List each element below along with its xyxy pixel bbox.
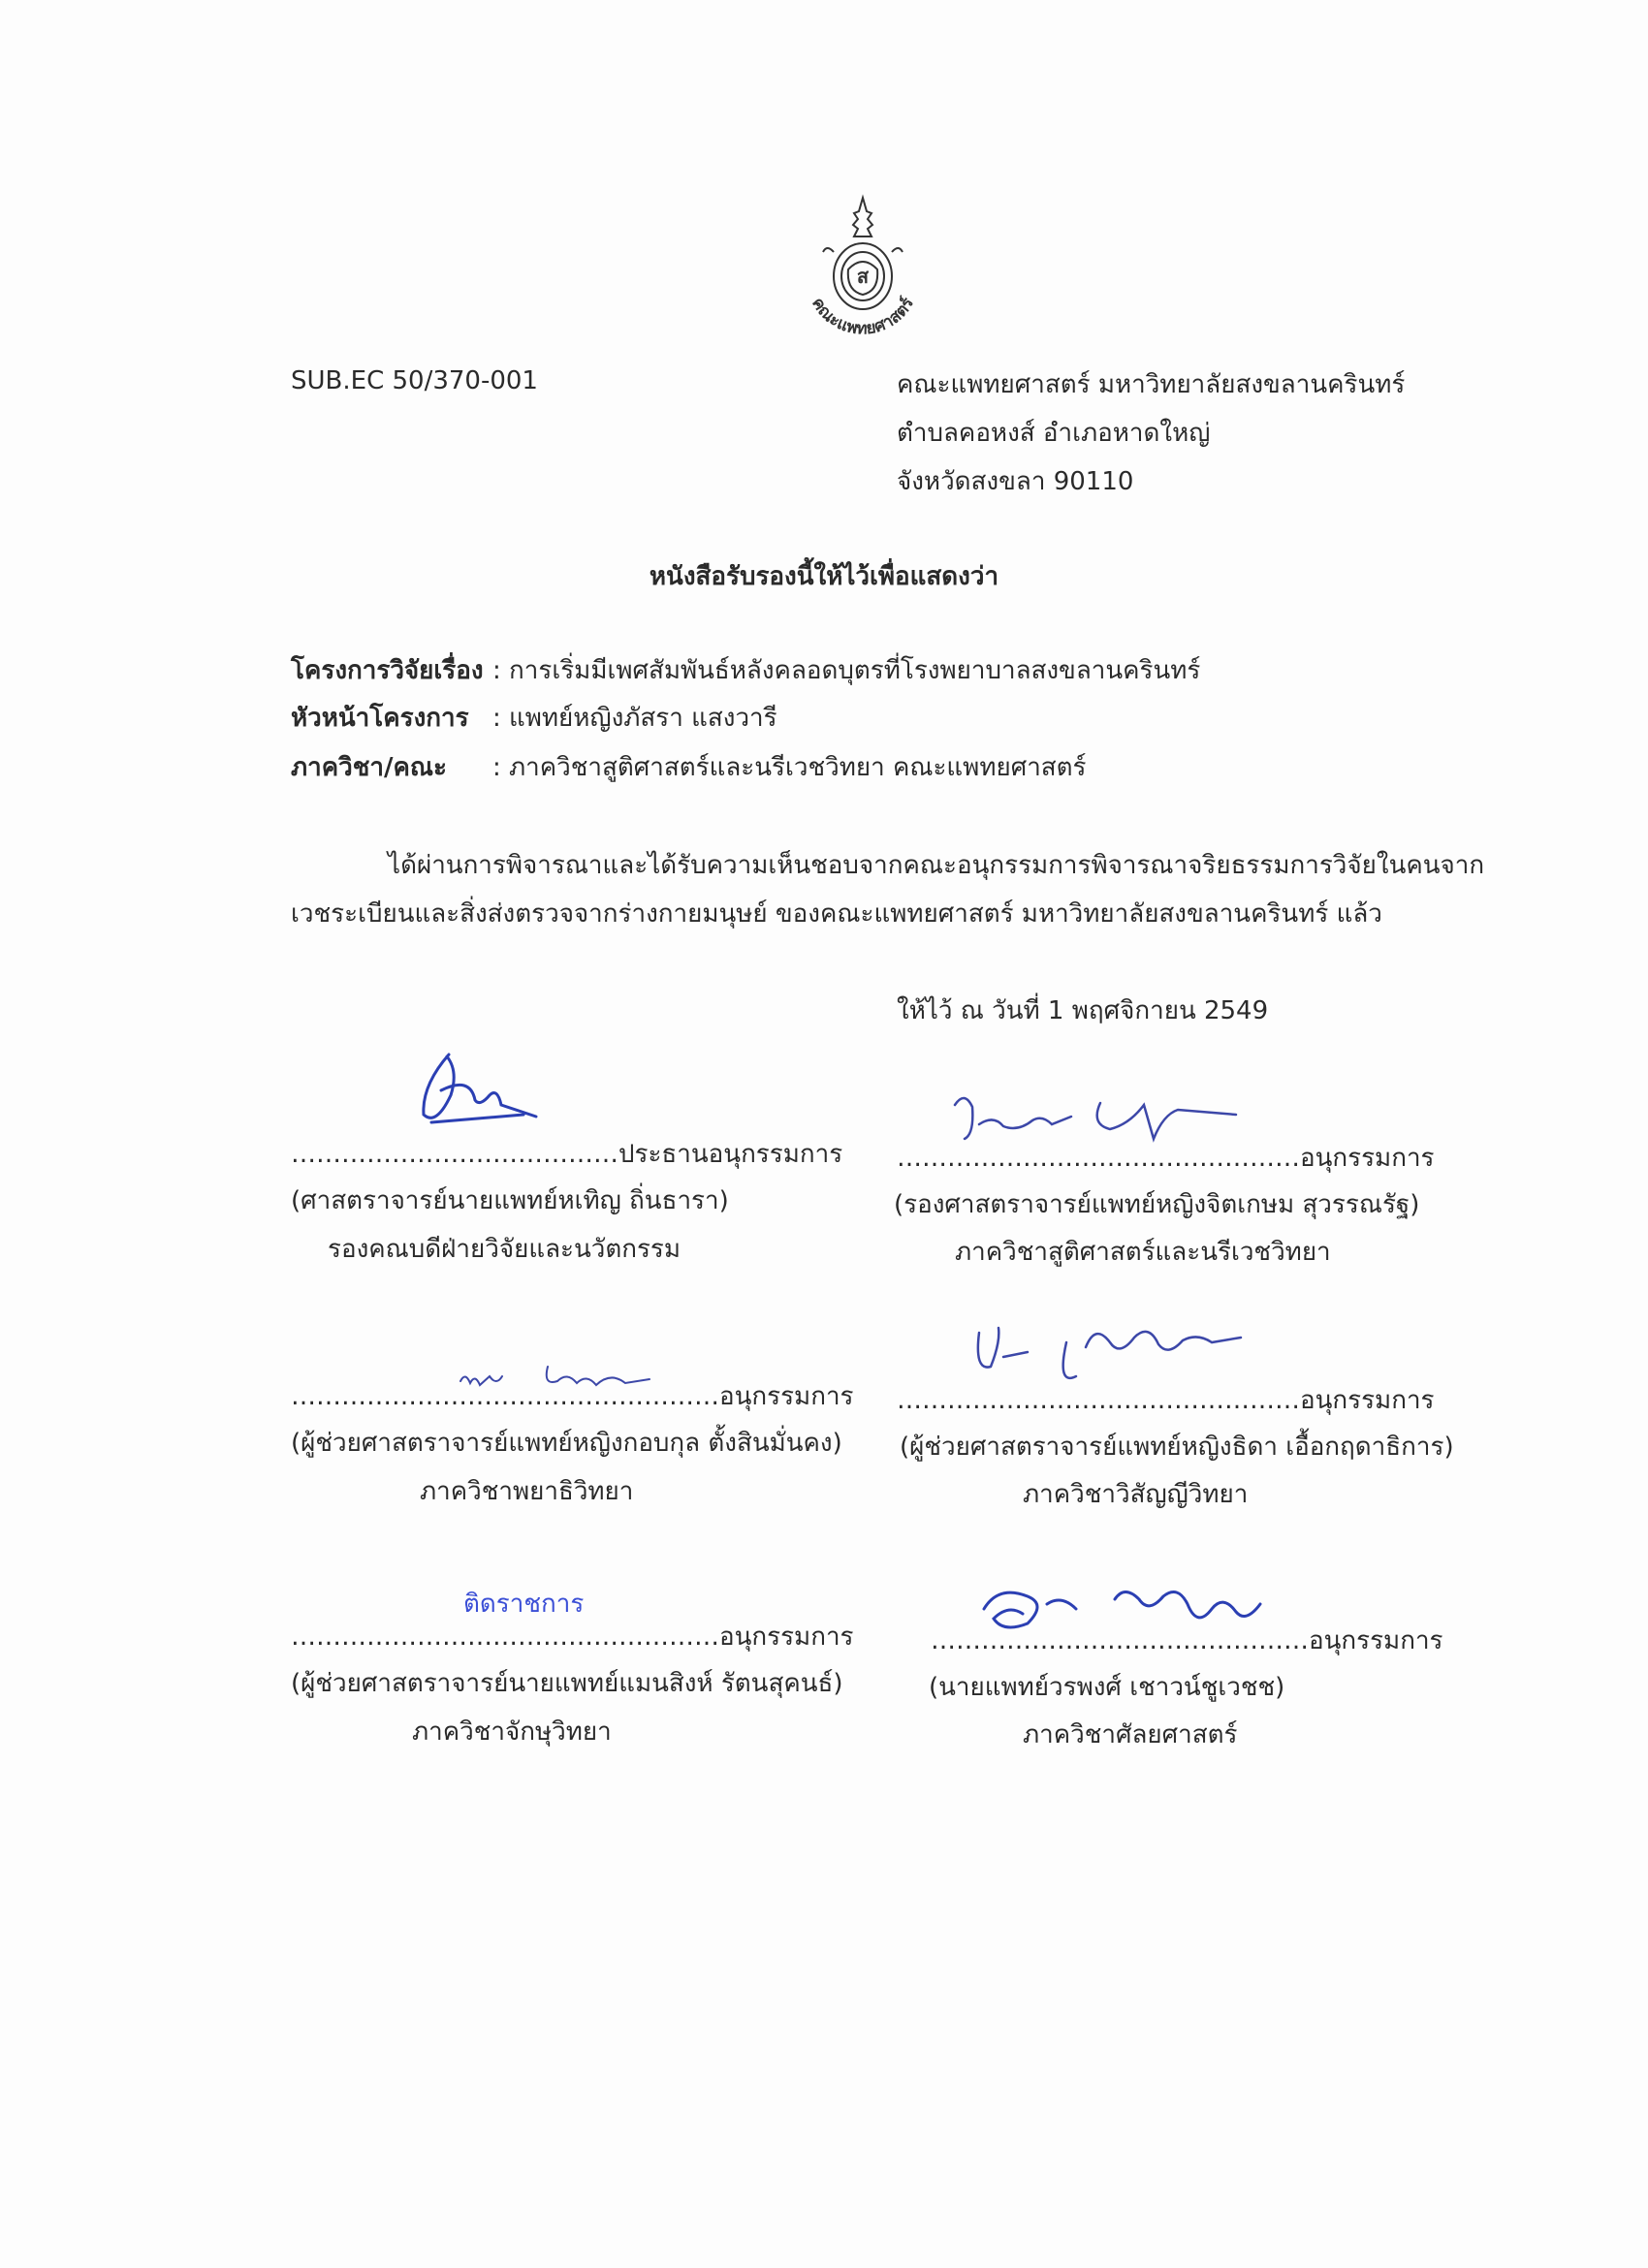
signatory-3-name: (ผู้ช่วยศาสตราจารย์แพทย์หญิงกอบกุล ตั้งสินมั่นคง): [291, 1429, 842, 1458]
signature-member-3: [969, 1313, 1260, 1391]
signatory-4-line: …………………………………………อนุกรรมการ: [897, 1386, 1435, 1415]
signatory-2-role: อนุกรรมการ: [1300, 1144, 1435, 1173]
certificate-title: หนังสือรับรองนี้ให้ไว้เพื่อแสดงว่า: [649, 562, 999, 591]
signatory-5-note: ติดราชการ: [463, 1590, 585, 1619]
signatory-5-name: (ผู้ช่วยศาสตราจารย์นายแพทย์แมนสิงห์ รัตนสุคนธ์): [291, 1669, 843, 1698]
field-label-project: โครงการวิจัยเรื่อง: [291, 656, 484, 685]
body-line-1: ได้ผ่านการพิจารณาและได้รับความเห็นชอบจากคณะอนุกรรมการพิจารณาจริยธรรมการวิจัยในคนจาก: [388, 851, 1485, 880]
signatory-5-dept: ภาควิชาจักษุวิทยา: [412, 1717, 612, 1747]
signatory-5-line: ……………………………………………อนุกรรมการ: [291, 1622, 854, 1652]
field-label-lead: หัวหน้าโครงการ: [291, 704, 469, 733]
signatory-4-dept: ภาควิชาวิสัญญีวิทยา: [1023, 1480, 1249, 1509]
signatory-4-role: อนุกรรมการ: [1300, 1386, 1435, 1415]
signatory-1-role: ประธานอนุกรรมการ: [618, 1140, 843, 1169]
faculty-seal-logo: [790, 194, 935, 339]
reference-code: SUB.EC 50/370-001: [291, 366, 538, 395]
signatory-2-dept: ภาควิชาสูติศาสตร์และนรีเวชวิทยา: [955, 1238, 1331, 1267]
field-value-department: : ภาควิชาสูติศาสตร์และนรีเวชวิทยา คณะแพทยศาสตร์: [492, 753, 1087, 782]
address-line-3: จังหวัดสงขลา 90110: [897, 467, 1134, 496]
signatory-3-role: อนุกรรมการ: [719, 1382, 854, 1411]
seal-caption: คณะแพทยศาสตร์: [808, 294, 918, 339]
signatory-6-dept: ภาควิชาศัลยศาสตร์: [1023, 1720, 1238, 1749]
signatory-2-name: (รองศาสตราจารย์แพทย์หญิงจิตเกษม สุวรรณรัฐ): [894, 1190, 1420, 1219]
signatory-6-line: ………………………………………อนุกรรมการ: [931, 1626, 1443, 1655]
address-line-2: ตำบลคอหงส์ อำเภอหาดใหญ่: [897, 419, 1211, 448]
signatory-6-name: (นายแพทย์วรพงศ์ เชาวน์ชูเวชช): [929, 1673, 1285, 1702]
signature-chair: [412, 1047, 548, 1134]
signatory-1-line: …………………………………ประธานอนุกรรมการ: [291, 1140, 843, 1169]
svg-text:ส: ส: [856, 265, 870, 288]
signatory-6-role: อนุกรรมการ: [1309, 1626, 1443, 1655]
signatory-1-name: (ศาสตราจารย์นายแพทย์หเทิญ ถิ่นธารา): [291, 1186, 729, 1215]
address-line-1: คณะแพทยศาสตร์ มหาวิทยาลัยสงขลานครินทร์: [897, 370, 1406, 399]
signatory-3-line: ……………………………………………อนุกรรมการ: [291, 1382, 854, 1411]
field-value-lead: : แพทย์หญิงภัสรา แสงวารี: [492, 704, 777, 733]
signatory-5-role: อนุกรรมการ: [719, 1622, 854, 1652]
body-line-2: เวชระเบียนและสิ่งส่งตรวจจากร่างกายมนุษย์ ของคณะแพทยศาสตร์ มหาวิทยาลัยสงขลานครินทร์ แล้ว: [291, 899, 1382, 929]
signatory-2-line: …………………………………………อนุกรรมการ: [897, 1144, 1435, 1173]
field-value-project: : การเริ่มมีเพศสัมพันธ์หลังคลอดบุตรที่โรงพยาบาลสงขลานครินทร์: [492, 656, 1201, 685]
field-label-department: ภาควิชา/คณะ: [291, 753, 447, 782]
signatory-3-dept: ภาควิชาพยาธิวิทยา: [420, 1477, 634, 1506]
signatory-1-dept: รองคณบดีฝ่ายวิจัยและนวัตกรรม: [328, 1235, 681, 1264]
issue-date: ให้ไว้ ณ วันที่ 1 พฤศจิกายน 2549: [897, 996, 1269, 1025]
signatory-4-name: (ผู้ช่วยศาสตราจารย์แพทย์หญิงธิดา เอื้อกฤดาธิการ): [900, 1433, 1454, 1462]
